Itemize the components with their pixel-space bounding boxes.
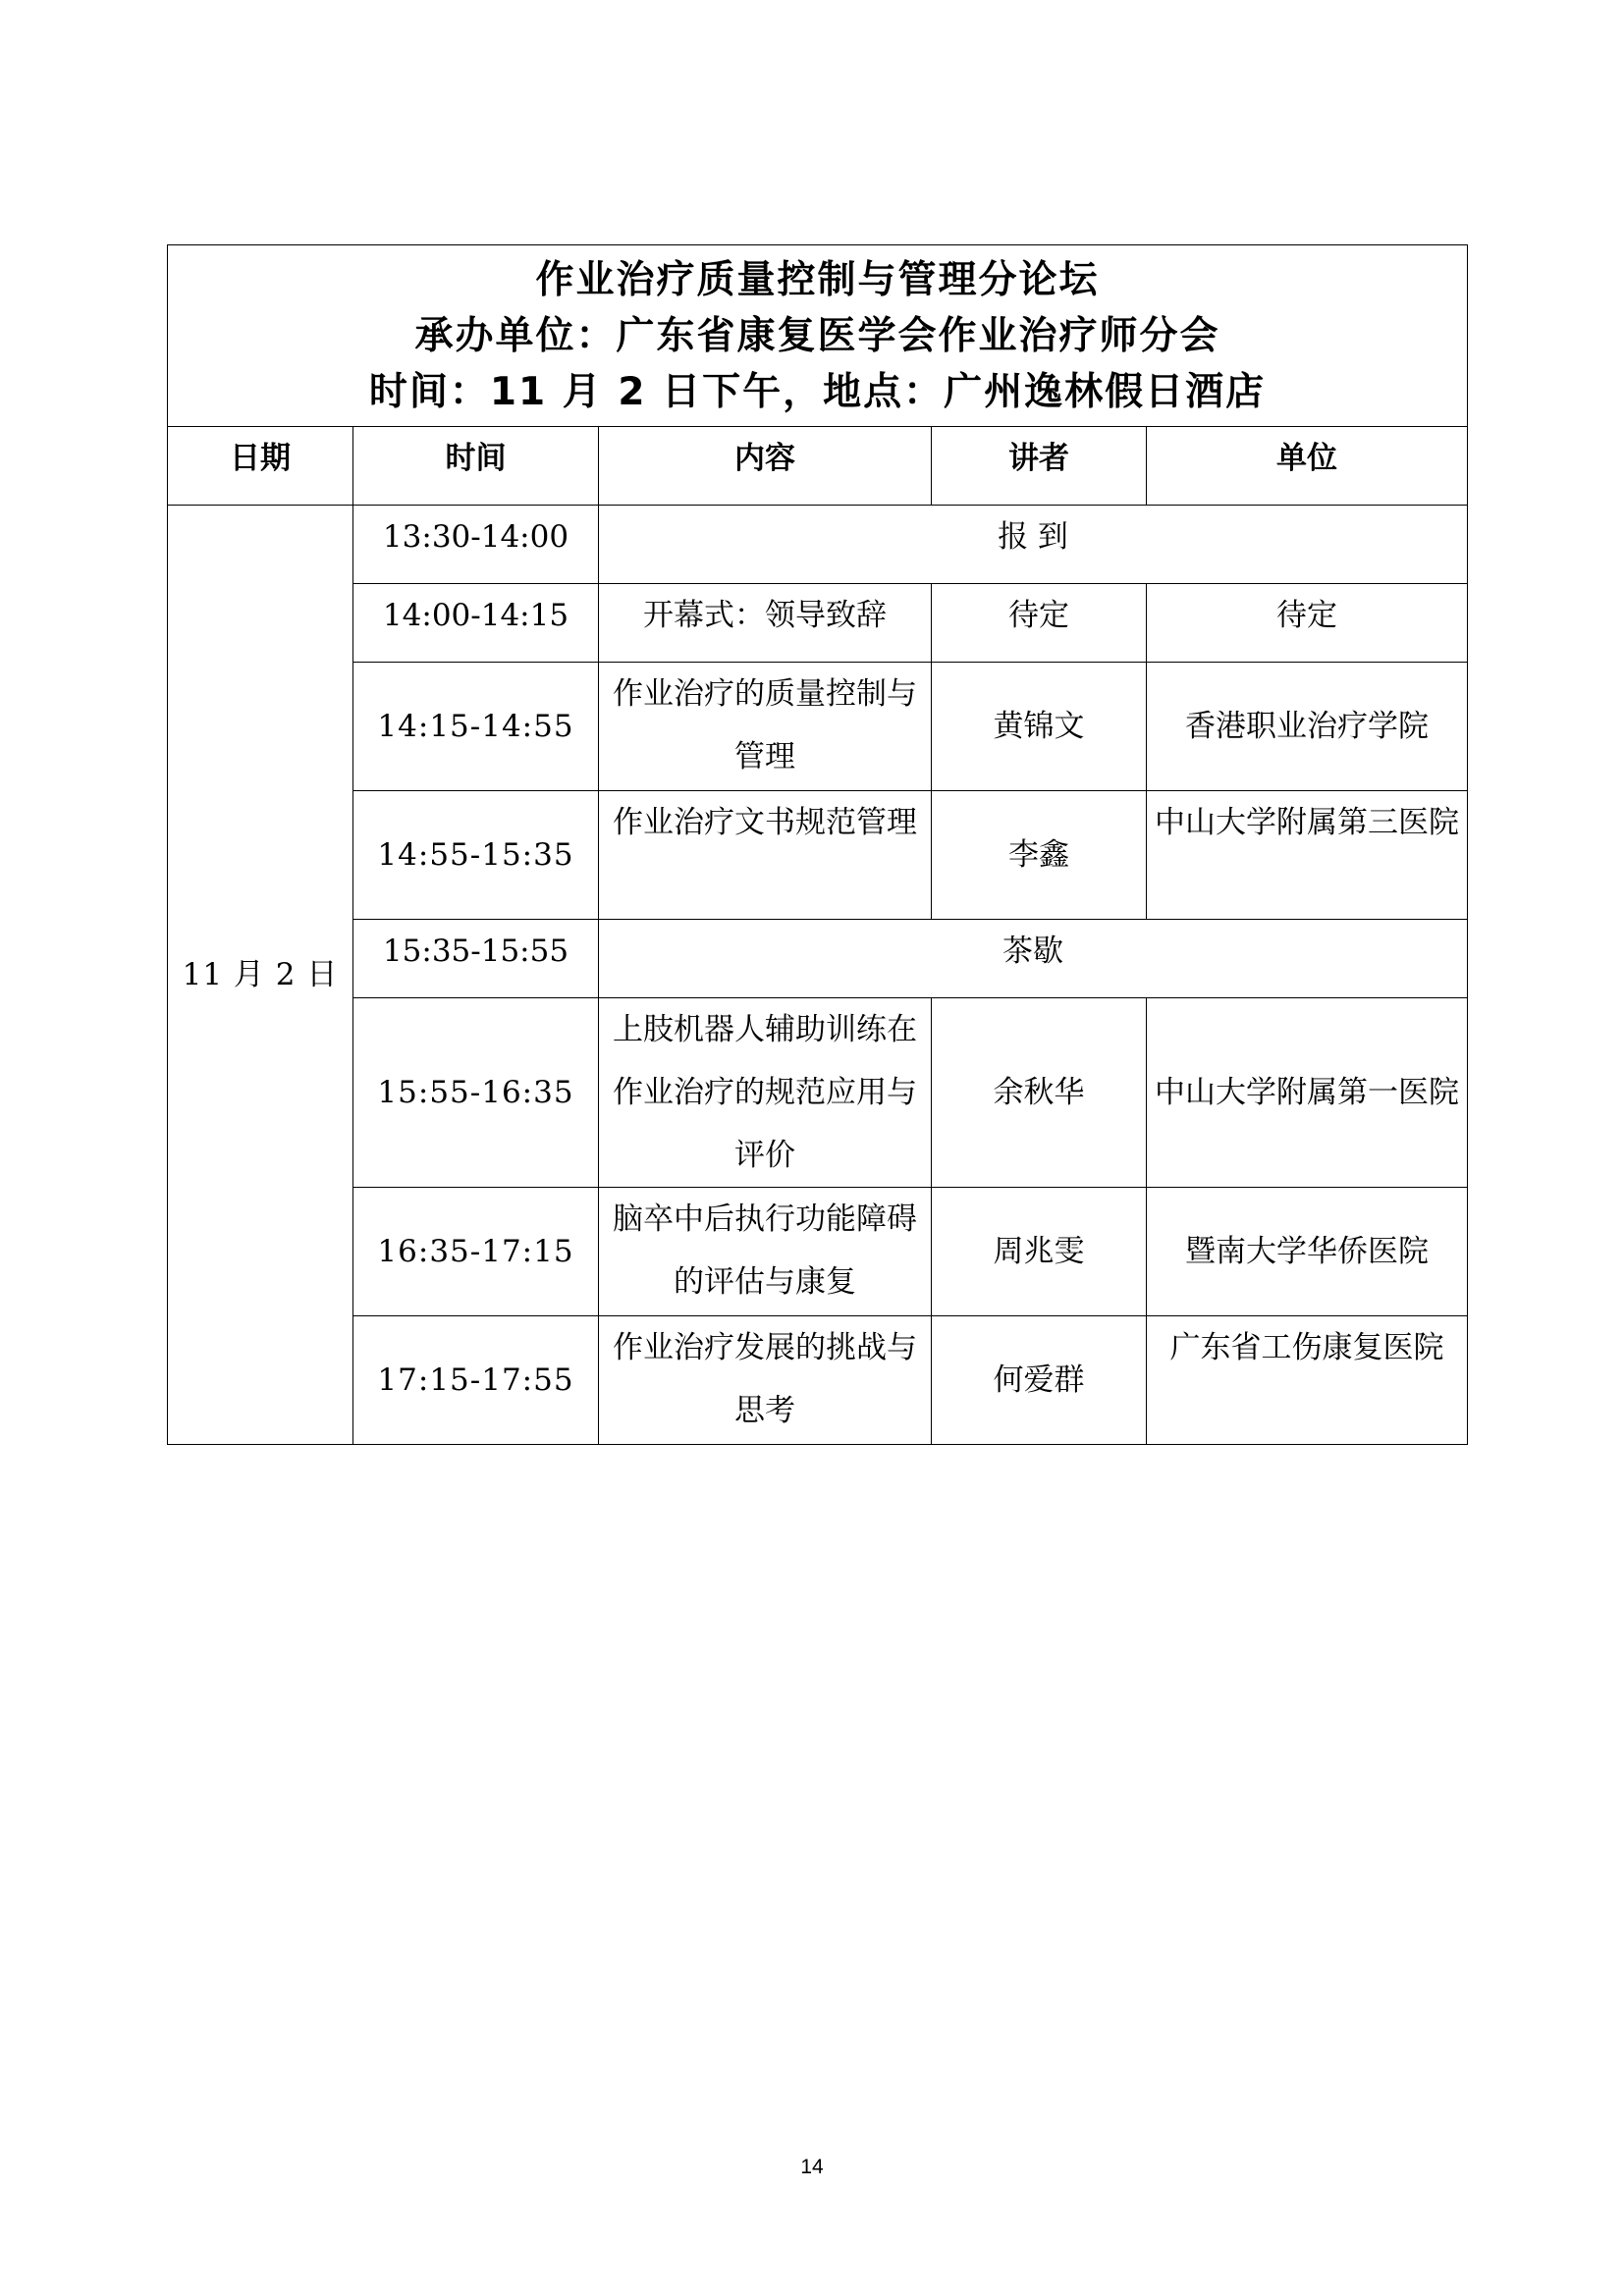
time-cell: 14:15-14:55 xyxy=(353,663,599,791)
column-header-content: 内容 xyxy=(599,427,932,506)
table-row xyxy=(168,1188,1468,1316)
speaker-cell: 待定 xyxy=(932,584,1147,663)
time-cell: 13:30-14:00 xyxy=(353,506,599,584)
speaker-cell: 黄锦文 xyxy=(932,663,1147,791)
content-cell: 作业治疗发展的挑战与思考 xyxy=(599,1316,932,1445)
time-cell: 15:55-16:35 xyxy=(353,998,599,1188)
forum-title-cell xyxy=(168,245,1468,427)
table-row xyxy=(168,998,1468,1188)
date-cell: 11 月 2 日 xyxy=(168,506,353,1445)
speaker-cell: 余秋华 xyxy=(932,998,1147,1188)
table-row xyxy=(168,791,1468,920)
table-row xyxy=(168,920,1468,998)
content-cell: 作业治疗文书规范管理 xyxy=(599,791,932,920)
time-cell: 14:55-15:35 xyxy=(353,791,599,920)
time-location-line: 时间：11 月 2 日下午，地点：广州逸林假日酒店 xyxy=(368,369,1267,414)
content-cell: 茶歇 xyxy=(599,920,1468,998)
table-row xyxy=(168,1316,1468,1445)
title-row xyxy=(168,245,1468,427)
time-cell: 17:15-17:55 xyxy=(353,1316,599,1445)
organizer-line: 承办单位：广东省康复医学会作业治疗师分会 xyxy=(414,313,1220,358)
content-cell: 开幕式：领导致辞 xyxy=(599,584,932,663)
content-cell: 作业治疗的质量控制与管理 xyxy=(599,663,932,791)
column-header-time: 时间 xyxy=(353,427,599,506)
time-cell: 15:35-15:55 xyxy=(353,920,599,998)
unit-cell: 中山大学附属第一医院 xyxy=(1147,998,1468,1188)
unit-cell: 暨南大学华侨医院 xyxy=(1147,1188,1468,1316)
unit-cell: 香港职业治疗学院 xyxy=(1147,663,1468,791)
column-header-date: 日期 xyxy=(168,427,353,506)
content-cell: 脑卒中后执行功能障碍的评估与康复 xyxy=(599,1188,932,1316)
content-cell: 上肢机器人辅助训练在作业治疗的规范应用与评价 xyxy=(599,998,932,1188)
table-row xyxy=(168,584,1468,663)
table-row xyxy=(168,663,1468,791)
forum-title: 作业治疗质量控制与管理分论坛 xyxy=(535,257,1100,302)
schedule-table xyxy=(167,244,1468,1445)
table-row xyxy=(168,506,1468,584)
time-cell: 14:00-14:15 xyxy=(353,584,599,663)
header-row xyxy=(168,427,1468,506)
page-number: 14 xyxy=(800,2156,824,2178)
speaker-cell: 周兆雯 xyxy=(932,1188,1147,1316)
unit-cell: 广东省工伤康复医院 xyxy=(1147,1316,1468,1445)
speaker-cell: 李鑫 xyxy=(932,791,1147,920)
unit-cell: 待定 xyxy=(1147,584,1468,663)
column-header-unit: 单位 xyxy=(1147,427,1468,506)
time-cell: 16:35-17:15 xyxy=(353,1188,599,1316)
column-header-speaker: 讲者 xyxy=(932,427,1147,506)
unit-cell: 中山大学附属第三医院 xyxy=(1147,791,1468,920)
content-cell: 报 到 xyxy=(599,506,1468,584)
speaker-cell: 何爱群 xyxy=(932,1316,1147,1445)
